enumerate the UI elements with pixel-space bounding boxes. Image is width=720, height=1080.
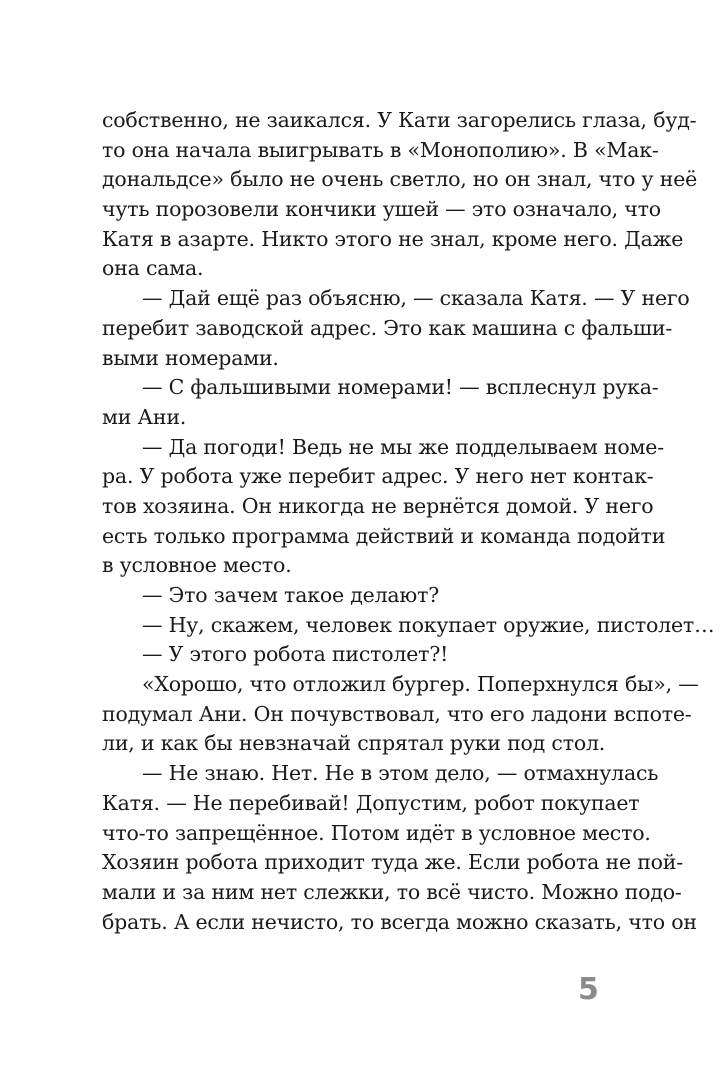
text-line: — Да погоди! Ведь не мы же подделываем номе- [142, 434, 664, 459]
body-text [102, 106, 715, 937]
text-line: собственно, не заикался. У Кати загорелись глаза, буд- [102, 108, 697, 132]
text-line: брать. А если нечисто, то всегда можно сказать, что он [102, 909, 697, 934]
text-line: есть только программа действий и команда подойти [102, 523, 666, 548]
text-line: что-то запрещённое. Потом идёт в условное место. [102, 820, 651, 845]
text-line: она сама. [102, 256, 204, 281]
text-line: ли, и как бы невзначай спрятал руки под стол. [102, 731, 606, 756]
text-line: Хозяин робота приходит туда же. Если робота не пой- [102, 850, 683, 875]
text-line: перебит заводской адрес. Это как машина с фальши- [102, 315, 673, 340]
text-line: ра. У робота уже перебит адрес. У него нет контак- [102, 464, 654, 489]
text-line: — Это зачем такое делают? [142, 583, 439, 607]
text-line: в условное место. [102, 553, 292, 578]
text-line: дональдсе» было не очень светло, но он знал, что у неё [102, 167, 698, 192]
text-line: подумал Ани. Он почувствовал, что его ладони вспоте- [102, 701, 692, 726]
text-line: — Дай ещё раз объясню, — сказала Катя. — У него [142, 286, 690, 311]
text-line: мали и за ним нет слежки, то всё чисто. Можно подо- [102, 879, 682, 904]
text-line: чуть порозовели кончики ушей — это означало, что [102, 197, 661, 222]
text-line: Катя. — Не перебивай! Допустим, робот покупает [102, 790, 640, 815]
text-line: — Не знаю. Нет. Не в этом дело, — отмахнулась [142, 761, 659, 786]
text-line: ми Ани. [102, 404, 187, 429]
text-line: тов хозяина. Он никогда не вернётся домой. У него [102, 493, 654, 518]
text-line: выми номерами. [102, 345, 279, 370]
text-line: — У этого робота пистолет?! [142, 642, 449, 667]
text-line: — С фальшивыми номерами! — всплеснул рука- [142, 375, 659, 400]
page-number: 5 [578, 972, 599, 1007]
text-line: — Ну, скажем, человек покупает оружие, пистолет… [142, 612, 715, 637]
text-line: Катя в азарте. Никто этого не знал, кроме него. Даже [102, 226, 684, 251]
text-line: то она начала выигрывать в «Монополию». В «Мак- [102, 137, 659, 162]
text-line: «Хорошо, что отложил бургер. Поперхнулся бы», — [142, 672, 699, 697]
